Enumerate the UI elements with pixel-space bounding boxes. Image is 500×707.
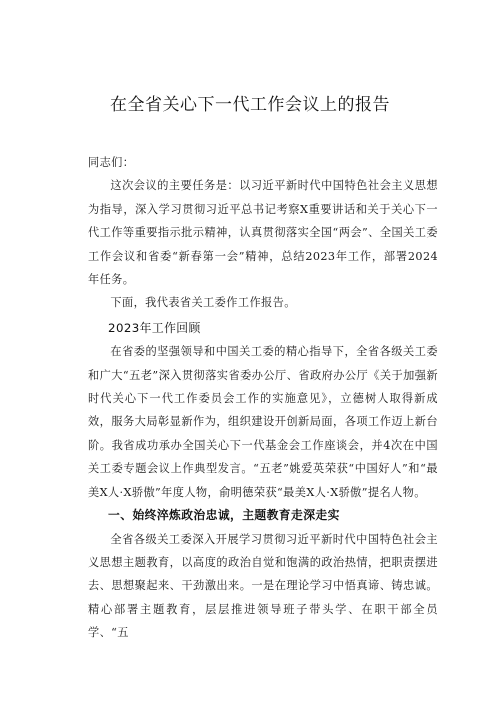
paragraph-overview: 在省委的坚强领导和中国关工委的精心指导下，全省各级关工委和广大“五老”深入贯彻落实省委办公厅、省政府办公厅《关于加强新时代关心下一代工作委员会工作的实施意见》，立德树人取得新成效，服务大局彰显新作为，组织建设开创新局面，各项工作迈上新台阶。我省成功承办全国关心下一代基金会工作座谈会，并4次在中国关工委专题会议上作典型发言。“五老”姚爱英荣获“中国好人”和“最美X人·X骄傲”年度人物，俞明德荣获“最美X人·X骄傲”提名人物。 [88,345,438,499]
paragraph-report-intro: 下面，我代表省关工委作工作报告。 [110,296,296,310]
heading-year-review: 2023年工作回顾 [108,320,201,335]
paragraph-meeting-task: 这次会议的主要任务是：以习近平新时代中国特色社会主义思想为指导，深入学习贯彻习近平总书记考察X重要讲话和关于关心下一代工作等重要指示批示精神，认真贯彻落实全国“两会”、全国关工委工作会议和省委“新春第一会”精神，总结2023年工作，部署2024年任务。 [88,179,438,287]
heading-section-one: 一、始终淬炼政治忠诚，主题教育走深走实 [108,508,340,523]
document-title: 在全省关心下一代工作会议上的报告 [110,95,390,115]
paragraph-theme-education: 全省各级关工委深入开展学习贯彻习近平新时代中国特色社会主义思想主题教育，以高度的政治自觉和饱满的政治热情，把职责摆进去、思想聚起来、干劲激出来。一是在理论学习中悟真谛、铸忠诚。精心部署主题教育，层层推进领导班子带头学、在职干部全员学、“五 [88,532,438,640]
salutation: 同志们： [88,156,135,169]
document-body [88,151,438,645]
